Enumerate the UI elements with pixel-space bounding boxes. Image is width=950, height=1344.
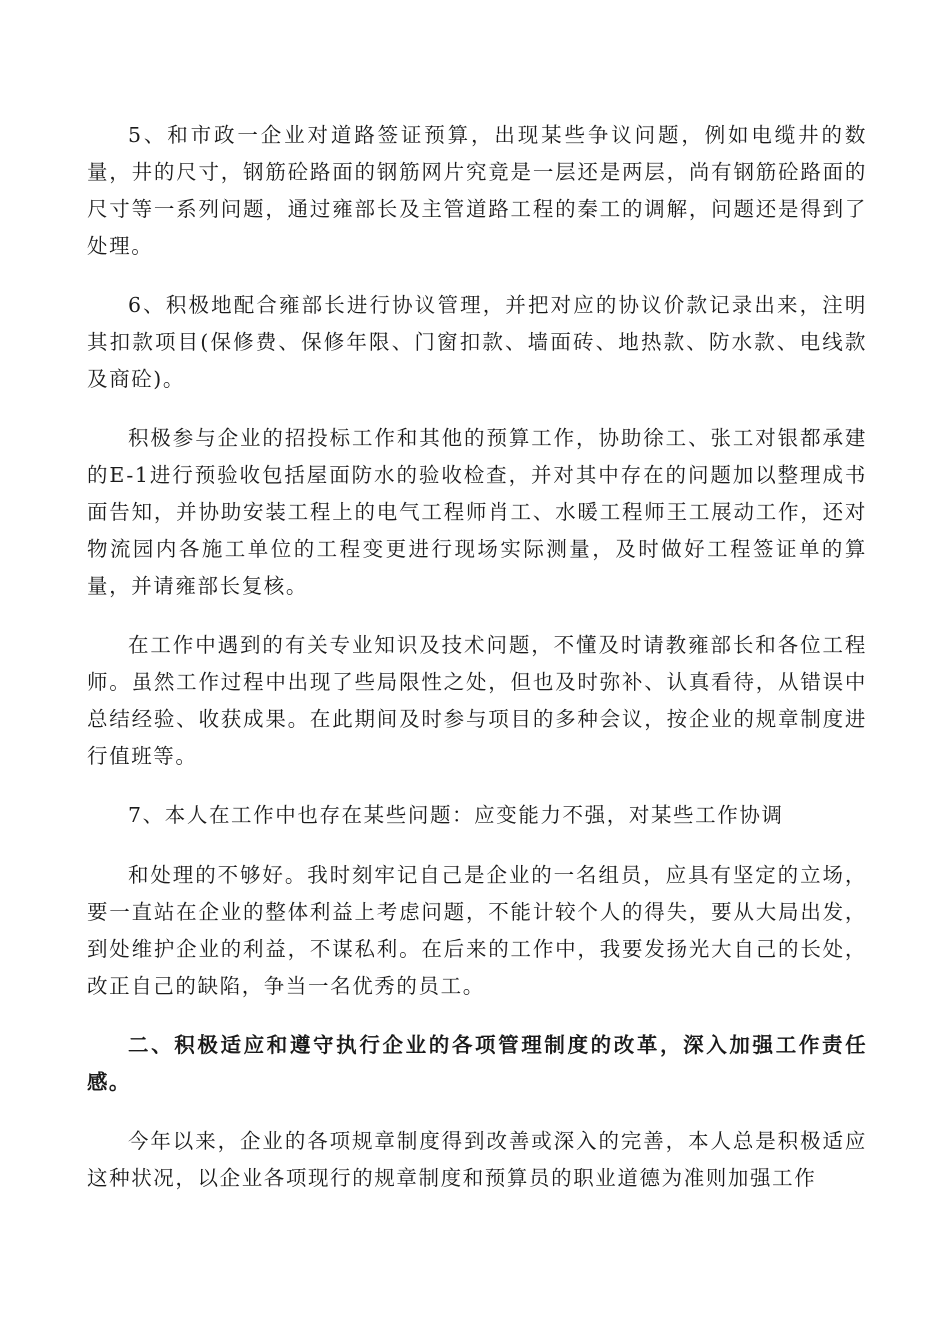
paragraph-item-6: 6、积极地配合雍部长进行协议管理，并把对应的协议价款记录出来，注明其扣款项目(保修费、保修年限、门窗扣款、墙面砖、地热款、防水款、电线款及商砼)。	[87, 293, 867, 391]
paragraph-item-7-continued: 和处理的不够好。我时刻牢记自己是企业的一名组员，应具有坚定的立场，要一直站在企业的整体利益上考虑问题，不能计较个人的得失，要从大局出发，到处维护企业的利益，不谋私利。在后来的工作中，我要发扬光大自己的长处，改正自己的缺陷，争当一名优秀的员工。	[87, 863, 867, 998]
paragraph-item-5: 5、和市政一企业对道路签证预算，出现某些争议问题，例如电缆井的数量，井的尺寸，钢筋砼路面的钢筋网片究竟是一层还是两层，尚有钢筋砼路面的尺寸等一系列问题，通过雍部长及主管道路工程的秦工的调解，问题还是得到了处理。	[87, 123, 867, 258]
paragraph-technical-questions: 在工作中遇到的有关专业知识及技术问题，不懂及时请教雍部长和各位工程师。虽然工作过程中出现了些局限性之处，但也及时弥补、认真看待，从错误中总结经验、收获成果。在此期间及时参与项目的多种会议，按企业的规章制度进行值班等。	[87, 633, 867, 768]
document-body	[87, 117, 867, 1219]
paragraph-tendering-work: 积极参与企业的招投标工作和其他的预算工作，协助徐工、张工对银都承建的E-1进行预验收包括屋面防水的验收检查，并对其中存在的问题加以整理成书面告知，并协助安装工程上的电气工程师肖工、水暖工程师王工展动工作，还对物流园内各施工单位的工程变更进行现场实际测量，及时做好工程签证单的算量，并请雍部长复核。	[87, 426, 867, 598]
section-heading-2: 二、积极适应和遵守执行企业的各项管理制度的改革，深入加强工作责任感。	[87, 1033, 867, 1094]
paragraph-regulations: 今年以来，企业的各项规章制度得到改善或深入的完善，本人总是积极适应这种状况，以企业各项现行的规章制度和预算员的职业道德为准则加强工作	[87, 1129, 867, 1190]
paragraph-item-7: 7、本人在工作中也存在某些问题：应变能力不强，对某些工作协调	[128, 803, 784, 827]
